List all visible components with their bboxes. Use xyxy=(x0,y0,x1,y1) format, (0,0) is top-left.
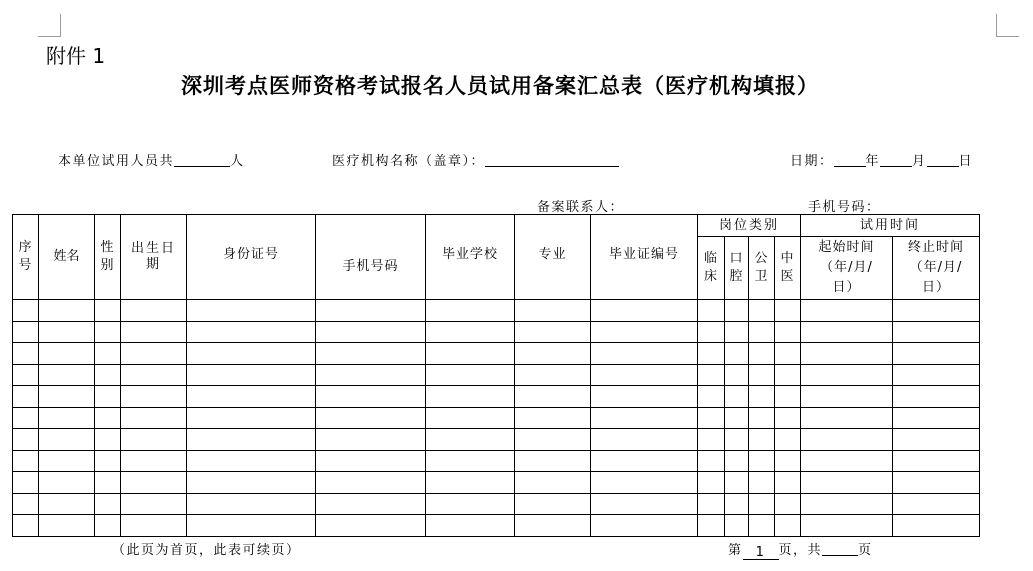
table-cell[interactable] xyxy=(893,493,980,515)
table-cell[interactable] xyxy=(95,493,121,515)
table-cell[interactable] xyxy=(591,450,698,472)
institution-line xyxy=(332,150,619,169)
table-cell[interactable] xyxy=(801,515,893,537)
table-cell[interactable] xyxy=(13,407,39,429)
current-page-number[interactable]: 1 xyxy=(743,545,779,560)
table-row xyxy=(13,407,980,429)
table-cell[interactable] xyxy=(39,343,95,365)
table-cell[interactable] xyxy=(893,364,980,386)
crop-mark-top-left xyxy=(38,14,61,37)
table-cell[interactable] xyxy=(591,472,698,494)
table-cell[interactable] xyxy=(121,515,187,537)
table-cell[interactable] xyxy=(316,450,426,472)
date-label: 日期： xyxy=(790,154,834,169)
table-cell[interactable] xyxy=(187,472,316,494)
header-pos-public-health: 公卫 xyxy=(749,237,775,300)
table-cell[interactable] xyxy=(749,321,775,343)
table-cell[interactable] xyxy=(13,472,39,494)
table-cell[interactable] xyxy=(316,300,426,322)
table-cell[interactable] xyxy=(187,450,316,472)
table-cell[interactable] xyxy=(591,493,698,515)
table-cell[interactable] xyxy=(515,407,591,429)
table-cell[interactable] xyxy=(749,300,775,322)
table-cell[interactable] xyxy=(893,407,980,429)
table-cell[interactable] xyxy=(749,450,775,472)
table-cell[interactable] xyxy=(121,343,187,365)
table-row xyxy=(13,343,980,365)
table-cell[interactable] xyxy=(515,386,591,408)
table-cell[interactable] xyxy=(187,321,316,343)
header-name: 姓名 xyxy=(39,215,95,300)
table-cell[interactable] xyxy=(515,300,591,322)
table-cell[interactable] xyxy=(893,321,980,343)
table-cell[interactable] xyxy=(121,300,187,322)
table-cell[interactable] xyxy=(316,493,426,515)
staff-count-blank[interactable] xyxy=(174,152,230,167)
table-cell[interactable] xyxy=(426,429,515,451)
table-cell[interactable] xyxy=(39,386,95,408)
table-cell[interactable] xyxy=(316,343,426,365)
table-cell[interactable] xyxy=(426,321,515,343)
table-cell[interactable] xyxy=(13,364,39,386)
table-cell[interactable] xyxy=(13,450,39,472)
table-cell[interactable] xyxy=(39,515,95,537)
table-cell[interactable] xyxy=(893,450,980,472)
table-cell[interactable] xyxy=(187,300,316,322)
table-cell[interactable] xyxy=(426,515,515,537)
page-mid: 页，共 xyxy=(778,543,823,558)
table-cell[interactable] xyxy=(515,429,591,451)
table-cell[interactable] xyxy=(426,450,515,472)
table-cell[interactable] xyxy=(725,515,749,537)
table-cell[interactable] xyxy=(725,429,749,451)
table-cell[interactable] xyxy=(187,407,316,429)
table-cell[interactable] xyxy=(121,364,187,386)
table-cell[interactable] xyxy=(95,407,121,429)
table-cell[interactable] xyxy=(749,515,775,537)
table-row xyxy=(13,364,980,386)
table-cell[interactable] xyxy=(426,472,515,494)
phone-label: 手机号码： xyxy=(808,200,881,215)
table-cell[interactable] xyxy=(725,493,749,515)
table-cell[interactable] xyxy=(775,343,801,365)
table-row xyxy=(13,450,980,472)
page-indicator xyxy=(728,539,873,560)
table-cell[interactable] xyxy=(515,515,591,537)
table-cell[interactable] xyxy=(515,450,591,472)
table-cell[interactable] xyxy=(591,386,698,408)
table-cell[interactable] xyxy=(893,429,980,451)
table-cell[interactable] xyxy=(39,429,95,451)
table-cell[interactable] xyxy=(725,321,749,343)
month-blank[interactable] xyxy=(880,152,912,167)
table-cell[interactable] xyxy=(95,300,121,322)
table-cell[interactable] xyxy=(801,321,893,343)
table-row xyxy=(13,386,980,408)
table-cell[interactable] xyxy=(775,472,801,494)
header-diploma-no: 毕业证编号 xyxy=(591,215,698,300)
table-cell[interactable] xyxy=(121,493,187,515)
table-cell[interactable] xyxy=(95,386,121,408)
attachment-label: 附件 1 xyxy=(46,44,106,68)
table-cell[interactable] xyxy=(801,386,893,408)
year-blank[interactable] xyxy=(834,152,866,167)
table-cell[interactable] xyxy=(775,429,801,451)
table-cell[interactable] xyxy=(801,493,893,515)
table-cell[interactable] xyxy=(698,472,725,494)
header-pos-tcm: 中医 xyxy=(775,237,801,300)
header-trial-group: 试用时间 xyxy=(801,215,980,237)
table-cell[interactable] xyxy=(95,429,121,451)
table-cell[interactable] xyxy=(187,364,316,386)
table-cell[interactable] xyxy=(725,450,749,472)
table-cell[interactable] xyxy=(515,321,591,343)
table-cell[interactable] xyxy=(316,407,426,429)
table-cell[interactable] xyxy=(775,321,801,343)
table-cell[interactable] xyxy=(187,429,316,451)
header-seq: 序号 xyxy=(13,215,39,300)
header-end-time: 终止时间（年/月/日） xyxy=(893,237,980,300)
table-cell[interactable] xyxy=(426,364,515,386)
table-cell[interactable] xyxy=(725,364,749,386)
crop-mark-top-right xyxy=(996,14,1019,37)
table-cell[interactable] xyxy=(187,343,316,365)
table-cell[interactable] xyxy=(121,386,187,408)
table-cell[interactable] xyxy=(515,343,591,365)
table-cell[interactable] xyxy=(121,429,187,451)
table-cell[interactable] xyxy=(515,364,591,386)
table-cell[interactable] xyxy=(725,472,749,494)
staff-count-prefix: 本单位试用人员共 xyxy=(58,154,175,169)
table-cell[interactable] xyxy=(801,429,893,451)
table-cell[interactable] xyxy=(698,343,725,365)
table-cell[interactable] xyxy=(39,321,95,343)
table-cell[interactable] xyxy=(775,515,801,537)
table-row xyxy=(13,300,980,322)
table-cell[interactable] xyxy=(725,343,749,365)
table-cell[interactable] xyxy=(591,429,698,451)
table-cell[interactable] xyxy=(316,429,426,451)
day-blank[interactable] xyxy=(927,152,959,167)
header-major: 专业 xyxy=(515,215,591,300)
table-cell[interactable] xyxy=(316,364,426,386)
header-pos-clinical: 临床 xyxy=(698,237,725,300)
table-cell[interactable] xyxy=(591,515,698,537)
table-cell[interactable] xyxy=(749,386,775,408)
table-cell[interactable] xyxy=(426,300,515,322)
total-pages-blank[interactable] xyxy=(822,541,858,556)
table-cell[interactable] xyxy=(515,493,591,515)
table-cell[interactable] xyxy=(893,343,980,365)
table-cell[interactable] xyxy=(749,472,775,494)
registration-table xyxy=(12,214,980,537)
table-cell[interactable] xyxy=(775,364,801,386)
header-position-group: 岗位类别 xyxy=(698,215,801,237)
table-cell[interactable] xyxy=(13,300,39,322)
table-cell[interactable] xyxy=(426,386,515,408)
table-cell[interactable] xyxy=(698,515,725,537)
table-cell[interactable] xyxy=(698,364,725,386)
table-cell[interactable] xyxy=(515,472,591,494)
table-cell[interactable] xyxy=(95,472,121,494)
table-cell[interactable] xyxy=(187,493,316,515)
staff-count-suffix: 人 xyxy=(230,154,245,169)
table-cell[interactable] xyxy=(426,343,515,365)
table-cell[interactable] xyxy=(39,364,95,386)
table-cell[interactable] xyxy=(13,386,39,408)
table-cell[interactable] xyxy=(801,300,893,322)
document-title: 深圳考点医师资格考试报名人员试用备案汇总表（医疗机构填报） xyxy=(181,74,819,98)
table-cell[interactable] xyxy=(121,407,187,429)
table-cell[interactable] xyxy=(698,429,725,451)
table-cell[interactable] xyxy=(591,300,698,322)
header-start-time: 起始时间（年/月/日） xyxy=(801,237,893,300)
table-cell[interactable] xyxy=(316,472,426,494)
table-cell[interactable] xyxy=(801,450,893,472)
table-cell[interactable] xyxy=(775,407,801,429)
table-cell[interactable] xyxy=(749,493,775,515)
table-row xyxy=(13,493,980,515)
table-row xyxy=(13,321,980,343)
table-cell[interactable] xyxy=(591,407,698,429)
table-cell[interactable] xyxy=(698,300,725,322)
table-cell[interactable] xyxy=(39,450,95,472)
table-cell[interactable] xyxy=(698,321,725,343)
table-cell[interactable] xyxy=(591,364,698,386)
table-cell[interactable] xyxy=(316,386,426,408)
table-cell[interactable] xyxy=(698,493,725,515)
day-label: 日 xyxy=(958,154,974,169)
table-cell[interactable] xyxy=(775,300,801,322)
table-cell[interactable] xyxy=(426,407,515,429)
table-cell[interactable] xyxy=(749,343,775,365)
table-cell[interactable] xyxy=(39,407,95,429)
table-cell[interactable] xyxy=(725,300,749,322)
table-cell[interactable] xyxy=(749,407,775,429)
table-cell[interactable] xyxy=(801,407,893,429)
table-cell[interactable] xyxy=(13,321,39,343)
staff-count-line xyxy=(58,150,245,169)
table-cell[interactable] xyxy=(39,493,95,515)
table-cell[interactable] xyxy=(698,450,725,472)
table-cell[interactable] xyxy=(725,407,749,429)
table-cell[interactable] xyxy=(121,472,187,494)
page-suffix: 页 xyxy=(858,543,873,558)
table-cell[interactable] xyxy=(316,321,426,343)
table-cell[interactable] xyxy=(95,450,121,472)
institution-blank[interactable] xyxy=(485,152,619,167)
table-cell[interactable] xyxy=(187,386,316,408)
institution-label: 医疗机构名称（盖章）： xyxy=(332,154,486,169)
table-cell[interactable] xyxy=(591,343,698,365)
table-cell[interactable] xyxy=(893,515,980,537)
table-cell[interactable] xyxy=(591,321,698,343)
table-cell[interactable] xyxy=(95,343,121,365)
table-cell[interactable] xyxy=(775,493,801,515)
table-row xyxy=(13,429,980,451)
table-cell[interactable] xyxy=(893,386,980,408)
table-cell[interactable] xyxy=(749,364,775,386)
table-row xyxy=(13,515,980,537)
table-cell[interactable] xyxy=(725,386,749,408)
table-cell[interactable] xyxy=(316,515,426,537)
table-cell[interactable] xyxy=(801,343,893,365)
table-cell[interactable] xyxy=(187,515,316,537)
table-cell[interactable] xyxy=(121,450,187,472)
header-id-number: 身份证号 xyxy=(187,215,316,300)
contact-label: 备案联系人： xyxy=(537,200,625,215)
date-line xyxy=(790,150,973,169)
table-cell[interactable] xyxy=(775,386,801,408)
table-cell[interactable] xyxy=(801,364,893,386)
table-row xyxy=(13,472,980,494)
table-cell[interactable] xyxy=(95,321,121,343)
header-school: 毕业学校 xyxy=(426,215,515,300)
table-cell[interactable] xyxy=(39,472,95,494)
table-cell[interactable] xyxy=(698,386,725,408)
table-cell[interactable] xyxy=(698,407,725,429)
year-label: 年 xyxy=(865,154,881,169)
table-cell[interactable] xyxy=(13,493,39,515)
table-cell[interactable] xyxy=(39,300,95,322)
header-gender: 性别 xyxy=(95,215,121,300)
footer-note: （此页为首页，此表可续页） xyxy=(112,543,301,558)
month-label: 月 xyxy=(912,154,927,169)
page-prefix: 第 xyxy=(728,543,743,558)
table-cell[interactable] xyxy=(426,493,515,515)
table-cell[interactable] xyxy=(775,450,801,472)
table-cell[interactable] xyxy=(801,472,893,494)
table-cell[interactable] xyxy=(13,429,39,451)
table-cell[interactable] xyxy=(95,364,121,386)
table-cell[interactable] xyxy=(121,321,187,343)
table-cell[interactable] xyxy=(95,515,121,537)
header-phone: 手机号码 xyxy=(316,215,426,300)
table-cell[interactable] xyxy=(749,429,775,451)
table-cell[interactable] xyxy=(893,300,980,322)
table-cell[interactable] xyxy=(893,472,980,494)
table-cell[interactable] xyxy=(13,343,39,365)
header-birthdate: 出生日期 xyxy=(121,215,187,300)
header-pos-dental: 口腔 xyxy=(725,237,749,300)
table-cell[interactable] xyxy=(13,515,39,537)
